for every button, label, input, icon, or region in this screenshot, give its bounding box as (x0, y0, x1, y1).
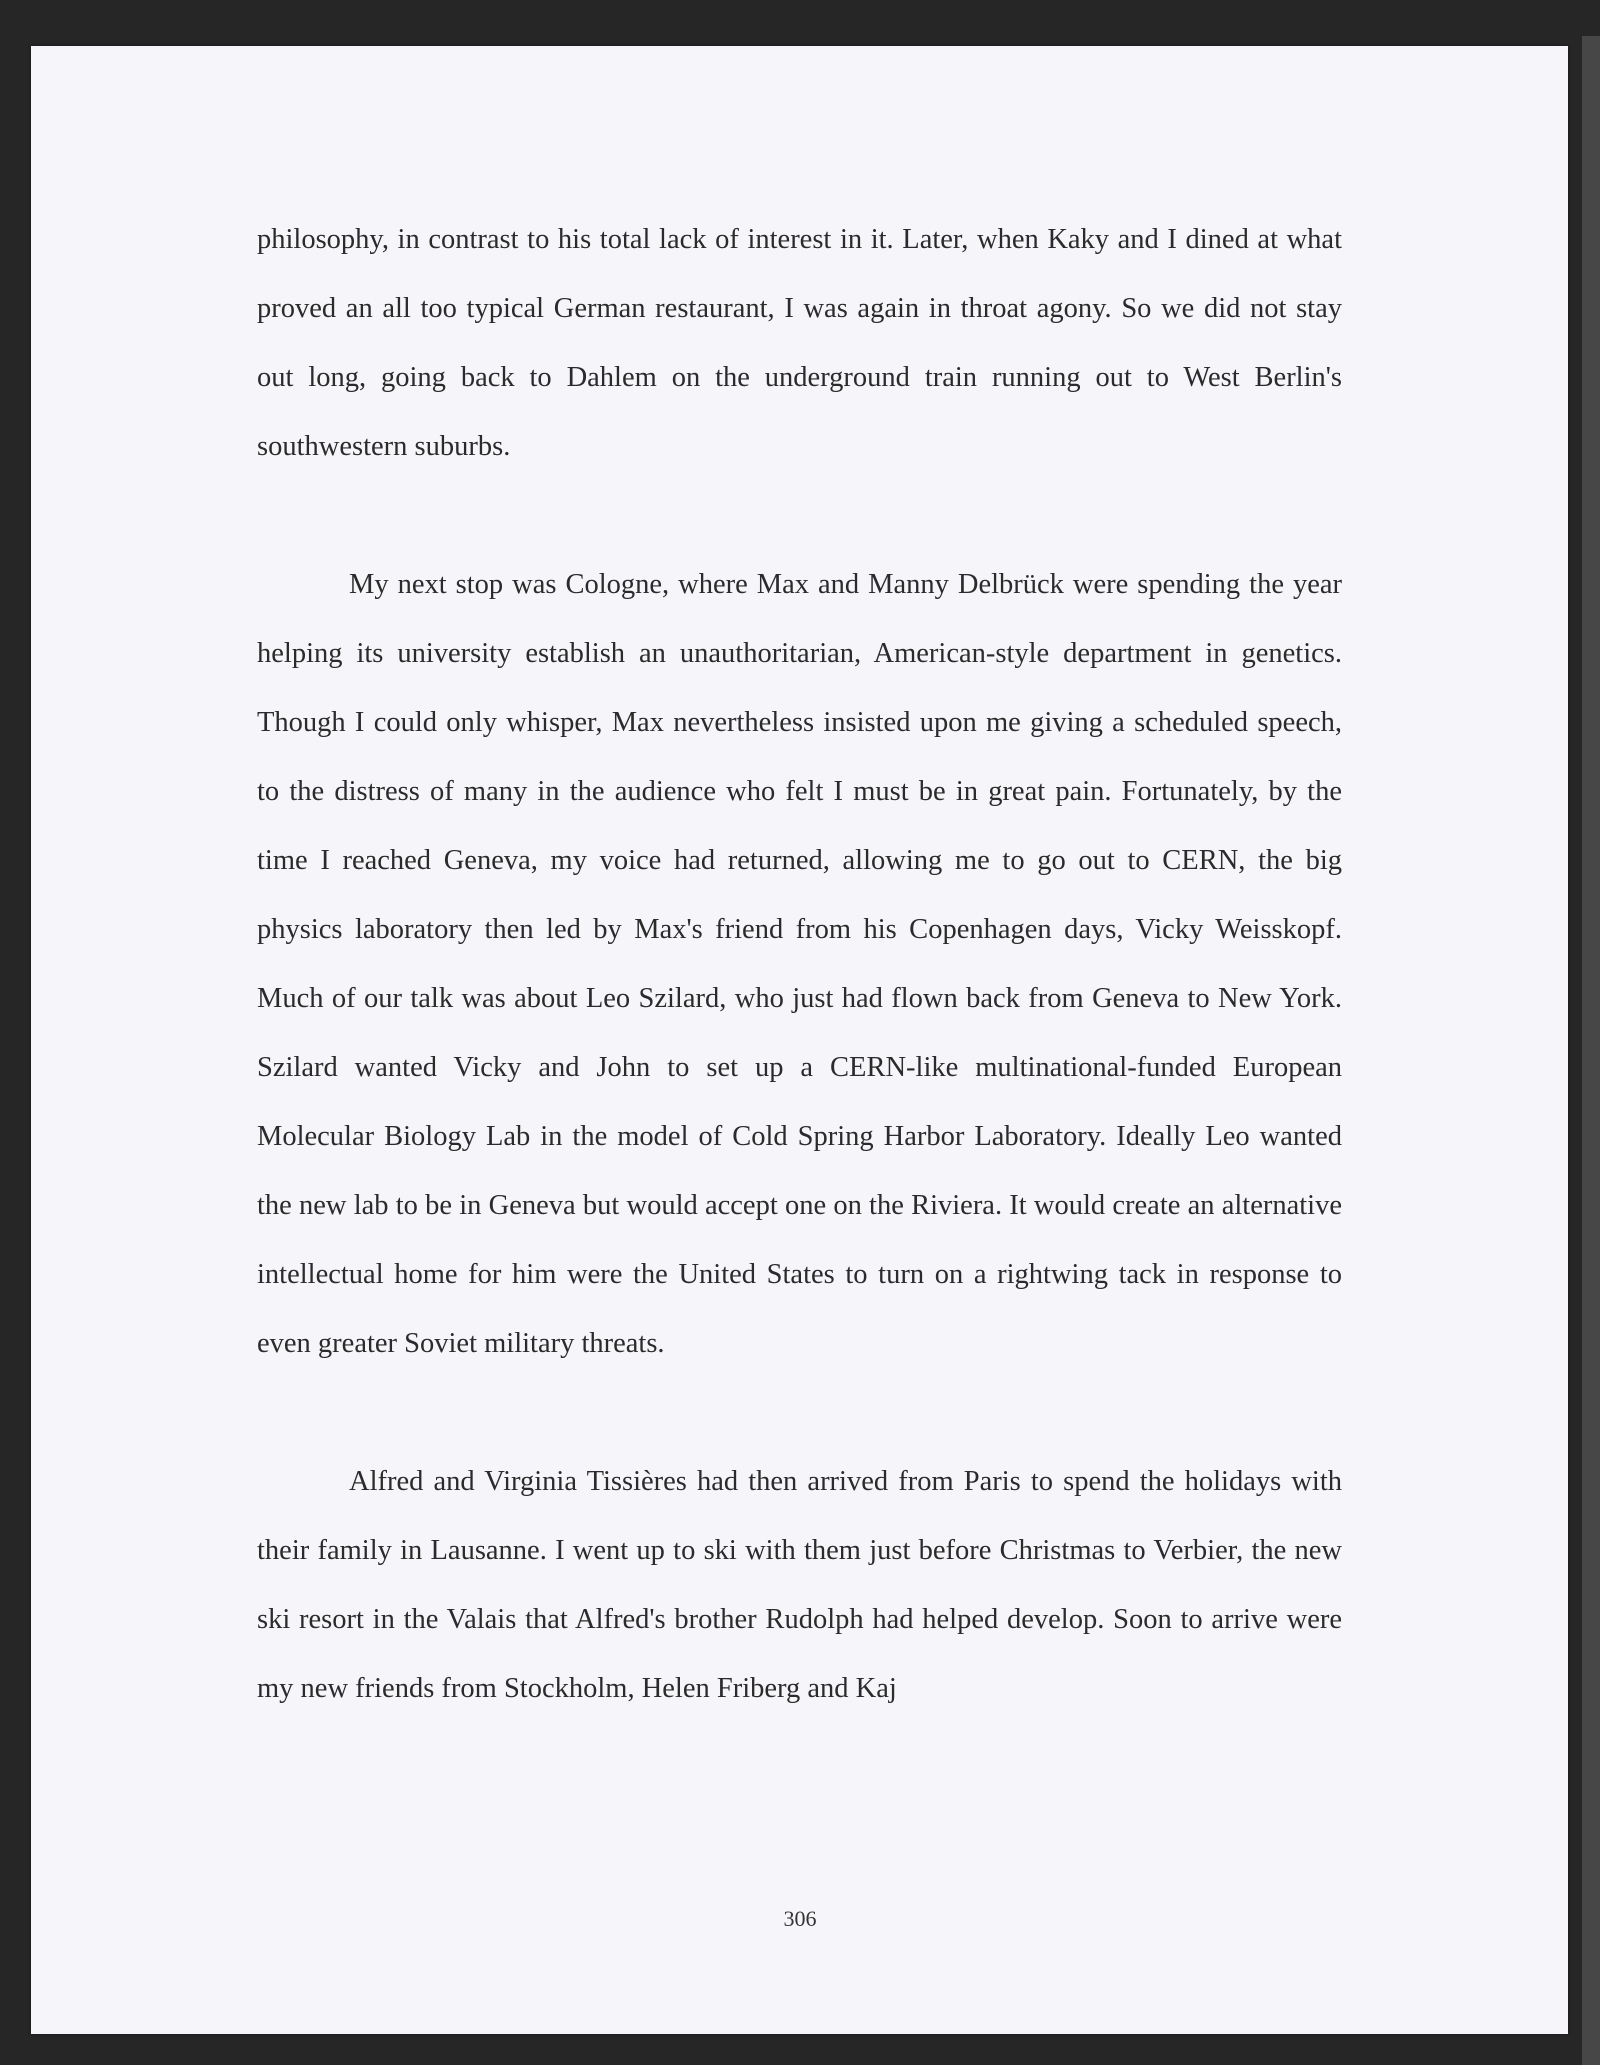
paragraph-3: Alfred and Virginia Tissières had then arrived from Paris to spend the holidays with their family in Lausanne. I went up to ski with them just before Christmas to Verbier, the new ski resort in the Valais that Alfred's brother Rudolph had helped develop. Soon to arrive were my new friends from Stockholm, Helen Friberg and Kaj (257, 1466, 1342, 1704)
paragraph-2: My next stop was Cologne, where Max and Manny Delbrück were spending the year helping its university establish an unauthoritarian, American-style department in genetics. Though I could only whisper, Max nevertheless insisted upon me giving a scheduled speech, to the distress of many in the audience who felt I must be in great pain. Fortunately, by the time I reached Geneva, my voice had returned, allowing me to go out to CERN, the big physics laboratory then led by Max's friend from his Copenhagen days, Vicky Weisskopf. Much of our talk was about Leo Szilard, who just had flown back from Geneva to New York. Szilard wanted Vicky and John to set up a CERN-like multinational-funded European Molecular Biology Lab in the model of Cold Spring Harbor Laboratory. Ideally Leo wanted the new lab to be in Geneva but would accept one on the Riviera. It would create an alternative intellectual home for him were the United States to turn on a rightwing tack in response to even greater Soviet military threats. (257, 569, 1342, 1359)
paragraph-1: philosophy, in contrast to his total lack of interest in it. Later, when Kaky and I dined at what proved an all too typical German restaurant, I was again in throat agony. So we did not stay out long, going back to Dahlem on the underground train running out to West Berlin's southwestern suburbs. (257, 224, 1342, 462)
page-number: 306 (783, 1906, 817, 1931)
scan-edge (1582, 36, 1600, 2065)
body-text (257, 205, 1342, 1723)
